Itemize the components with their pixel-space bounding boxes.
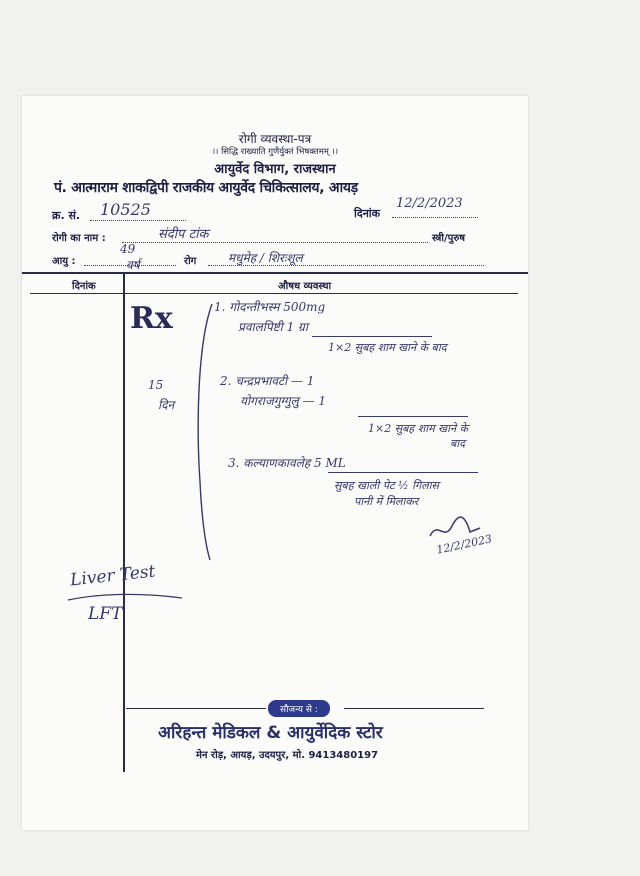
- rx-dose-2b: बाद: [450, 437, 465, 450]
- patient-name-value: संदीप टांक: [158, 227, 209, 242]
- handwritten-bracket: [190, 302, 220, 562]
- serial-value: 10525: [100, 200, 151, 219]
- test-note-2: LFT: [88, 604, 123, 624]
- disease-value: मधुमेह / शिरःशूल: [228, 251, 303, 265]
- courtesy-badge: सौजन्य से :: [268, 700, 330, 717]
- table-top-rule: [22, 272, 528, 274]
- rx-symbol: Rx: [130, 301, 173, 336]
- store-address: मेन रोड़, आयड़, उदयपुर, मो. 9413480197: [196, 750, 379, 761]
- column-header-date: दिनांक: [72, 281, 96, 292]
- rx-dose-1: 1×2 सुबह शाम खाने के बाद: [328, 341, 447, 354]
- age-unit: वर्ष: [126, 258, 140, 272]
- rx-line-3: 2. चन्द्रप्रभावटी — 1: [220, 374, 315, 388]
- store-name: अरिहन्त मेडिकल & आयुर्वेदिक स्टोर: [158, 723, 383, 743]
- rx-dose-3b: पानी में मिलाकर: [354, 495, 419, 508]
- test-note-1: Liver Test: [69, 561, 157, 591]
- rx-dose-2a: 1×2 सुबह शाम खाने के: [368, 422, 469, 435]
- patient-name-label: रोगी का नाम :: [52, 233, 106, 244]
- table-header-rule: [30, 293, 518, 294]
- disease-label: रोग: [184, 256, 197, 267]
- date-label: दिनांक: [354, 207, 381, 220]
- signature-date: 12/2/2023: [435, 532, 494, 557]
- serial-label: क्र. सं.: [52, 209, 81, 222]
- rx-line-1: 1. गोदन्तीभस्म 500mg: [214, 300, 326, 314]
- rx-line-4: योगराजगुग्गुलु — 1: [240, 394, 327, 408]
- prescription-sheet: [22, 96, 528, 830]
- duration-number: 15: [148, 378, 164, 392]
- column-header-prescription: औषध व्यवस्था: [278, 281, 332, 292]
- duration-unit: दिन: [158, 398, 175, 412]
- motto: ।। सिद्धि राख्याति गुणैर्युक्तं भिषक्तमम् ।।: [211, 147, 339, 157]
- department-title: आयुर्वेद विभाग, राजस्थान: [214, 162, 336, 177]
- age-value: 49: [120, 242, 136, 256]
- rx-line-2: प्रवालपिष्टी 1 ग्रा: [238, 320, 308, 334]
- test-note-underline: [66, 590, 186, 606]
- gender-label: स्त्री/पुरुष: [432, 233, 466, 244]
- column-divider: [123, 274, 125, 772]
- age-label: आयु :: [52, 256, 76, 267]
- hospital-name: पं. आत्माराम शाकद्विपी राजकीय आयुर्वेद चिकित्सालय, आयड़: [54, 180, 358, 196]
- rx-dose-3a: सुबह खाली पेट ½ गिलास: [334, 479, 439, 492]
- date-value: 12/2/2023: [396, 196, 463, 211]
- rx-line-5: 3. कल्याणकावलेह 5 ML: [228, 456, 346, 470]
- form-title: रोगी व्यवस्था-पत्र: [238, 132, 312, 146]
